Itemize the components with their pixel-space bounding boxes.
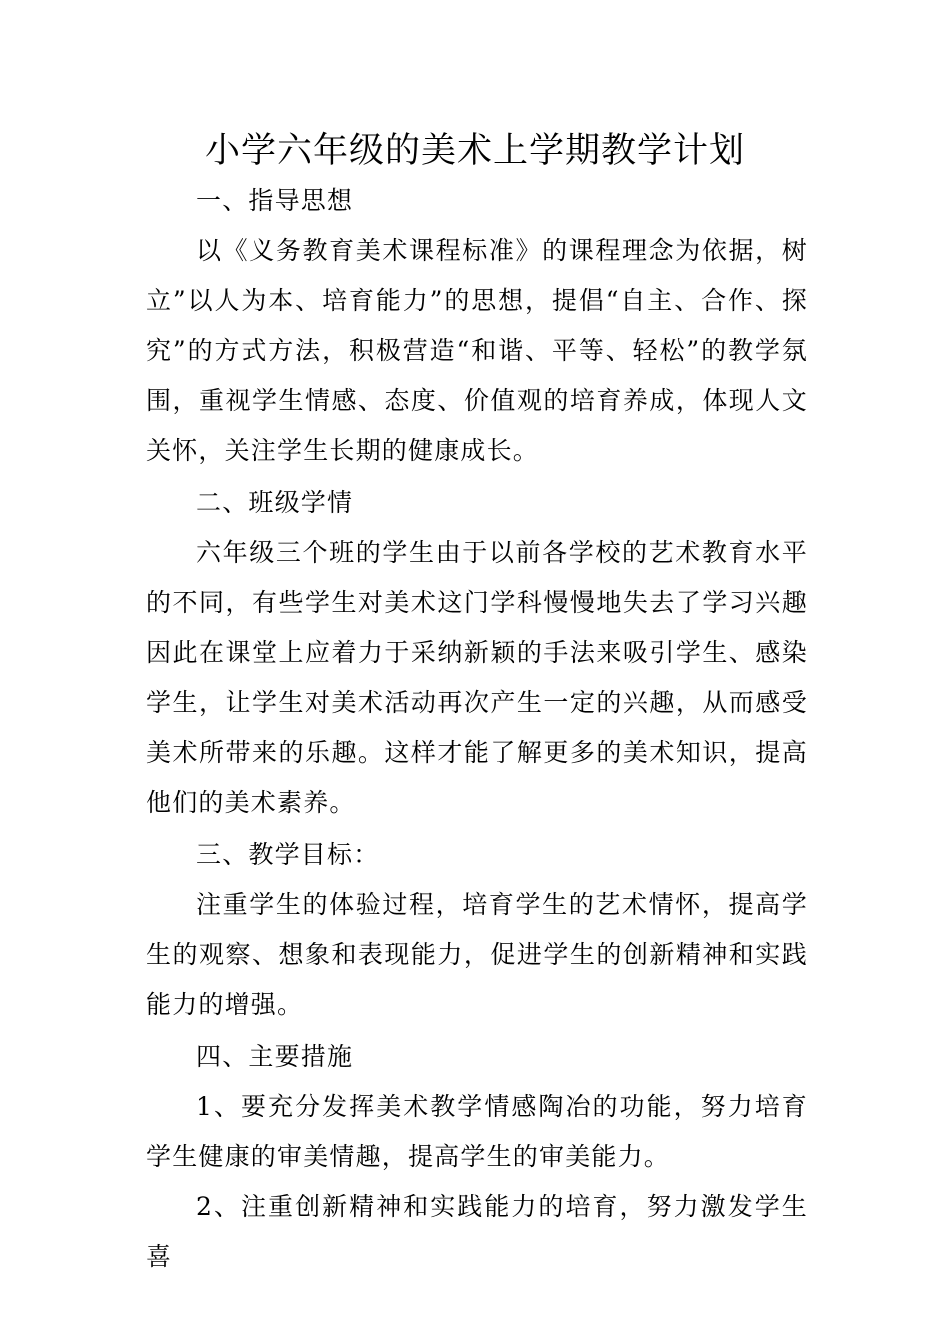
section-heading-guiding-thought: 一、指导思想 [196,186,354,215]
paragraph-teaching-goals: 注重学生的体验过程，培育学生的艺术情怀，提高学生的观察、想象和表现能力，促进学生的创新精神和实践能力的增强。 [146,890,808,1019]
paragraph-class-situation: 六年级三个班的学生由于以前各学校的艺术教育水平的不同，有些学生对美术这门学科慢慢地失去了学习兴趣因此在课堂上应着力于采纳新颖的手法来吸引学生、感染学生，让学生对美术活动再次产生一定的兴趣，从而感受美术所带来的乐趣。这样才能了解更多的美术知识，提高他们的美术素养。 [146,538,808,817]
document-title: 小学六年级的美术上学期教学计划 [204,131,745,171]
section-heading-class-situation: 二、班级学情 [196,488,354,517]
section-heading-teaching-goals: 三、教学目标： [196,840,380,869]
paragraph-measure-2: 2、注重创新精神和实践能力的培育，努力激发学生喜 [146,1192,808,1271]
paragraph-measure-1: 1、要充分发挥美术教学情感陶冶的功能，努力培育学生健康的审美情趣，提高学生的审美能力。 [146,1092,808,1171]
document-body [146,176,808,1282]
section-heading-main-measures: 四、主要措施 [196,1042,354,1071]
paragraph-guiding-thought: 以《义务教育美术课程标准》的课程理念为依据，树立”以人为本、培育能力”的思想，提倡“自主、合作、探究”的方式方法，积极营造“和谐、平等、轻松”的教学氛围，重视学生情感、态度、价值观的培育养成，体现人文关怀，关注学生长期的健康成长。 [146,236,808,465]
